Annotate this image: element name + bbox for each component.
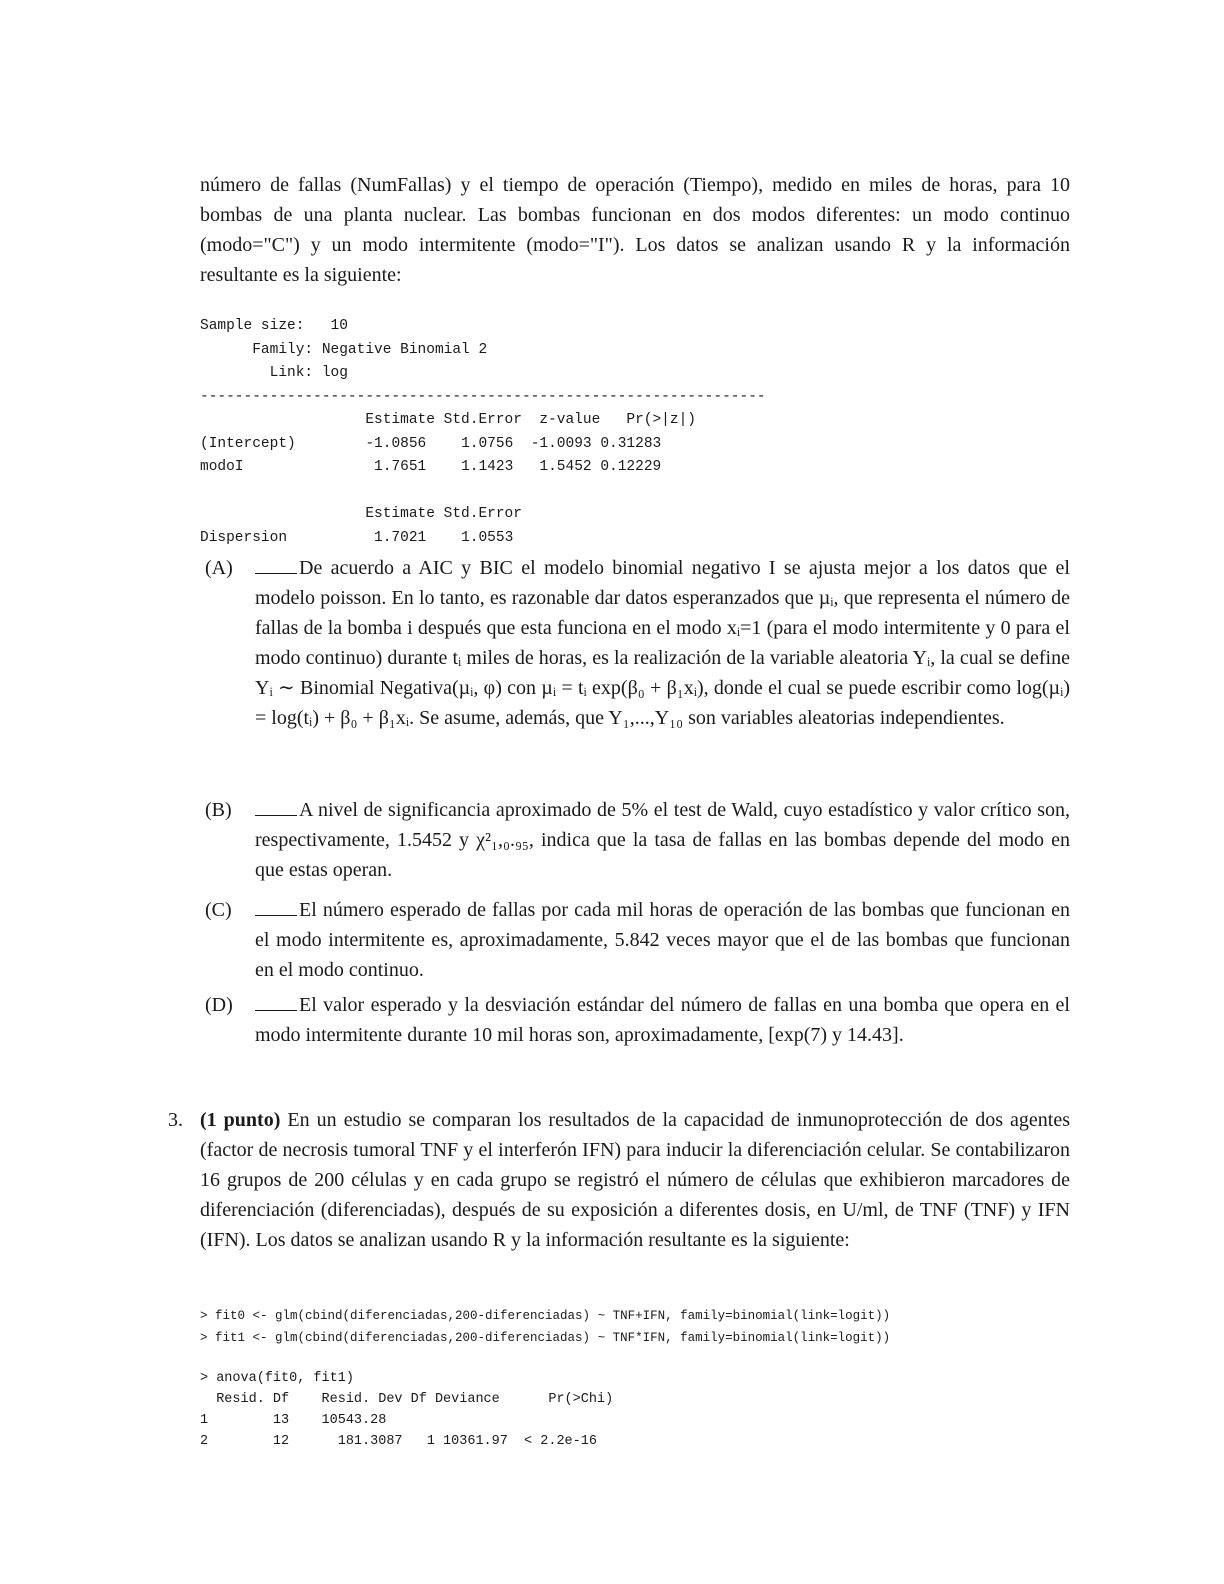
- question-points: (1 punto): [200, 1109, 281, 1131]
- coef-row-estimate: -1.0856: [365, 435, 427, 452]
- coef-row-estimate: 1.7651: [374, 459, 427, 475]
- coef-row-term: (Intercept): [200, 435, 296, 452]
- anova-line: 1 13 10543.28: [200, 1413, 387, 1428]
- option-label: (B): [205, 799, 232, 821]
- anova-line: Resid. Df Resid. Dev Df Deviance Pr(>Chi): [200, 1392, 614, 1407]
- coef-row-p: 0.12229: [600, 459, 662, 475]
- option-d: [205, 990, 1070, 1050]
- coef-header: Estimate Std.Error z-value Pr(>|z|): [365, 412, 696, 428]
- sample-size-label: Sample size:: [200, 318, 305, 334]
- model-output-block: [200, 315, 766, 550]
- coef-row-term: modoI: [200, 459, 244, 475]
- anova-block: [200, 1368, 613, 1452]
- code-line: > fit1 <- glm(cbind(diferenciadas,200-diferenciadas) ~ TNF*IFN, family=binomial(link=logit)): [200, 1331, 891, 1345]
- link-line: Link: log: [269, 365, 348, 381]
- answer-blank[interactable]: [255, 994, 297, 1011]
- question-body: En un estudio se comparan los resultados de la capacidad de inmunoprotección de dos agentes (factor de necrosis tumoral TNF y el interferón IFN) para inducir la diferenciación celular. Se contabilizaron 16 grupos de 200 células y en cada grupo se registró el número de células que exhibieron marcadores de diferenciación (diferenciadas), después de su exposición a diferentes dosis, en U/ml, de TNF (TNF) y IFN (IFN). Los datos se analizan usando R y la información resultante es la siguiente:: [200, 1109, 1070, 1251]
- option-label: (D): [205, 994, 233, 1016]
- coef-row-z: -1.0093: [530, 435, 592, 452]
- output-separator: -----------------------------------------------------------------: [200, 388, 766, 405]
- dispersion-estimate: 1.7021: [374, 529, 427, 546]
- option-text: El valor esperado y la desviación estándar del número de fallas en una bomba que opera en el modo intermitente durante 10 mil horas son, aproximadamente, [exp(7) y 14.43].: [255, 994, 1070, 1046]
- option-text: A nivel de significancia aproximado de 5% el test de Wald, cuyo estadístico y valor crítico son, respectivamente, 1.5452 y χ²₁,₀.₉₅, indica que la tasa de fallas en las bombas depende del modo en que estas operan.: [255, 799, 1070, 881]
- code-line: > fit0 <- glm(cbind(diferenciadas,200-diferenciadas) ~ TNF+IFN, family=binomial(link=logit)): [200, 1309, 891, 1323]
- sample-size-value: 10: [330, 318, 348, 334]
- anova-line: > anova(fit0, fit1): [200, 1371, 354, 1386]
- dispersion-se: 1.0553: [461, 529, 514, 546]
- answer-blank[interactable]: [255, 799, 297, 816]
- intro-paragraph: número de fallas (NumFallas) y el tiempo de operación (Tiempo), medido en miles de horas, para 10 bombas de una planta nuclear. Las bombas funcionan en dos modos diferentes: un modo continuo (modo="C") y un modo intermitente (modo="I"). Los datos se analizan usando R y la información resultante es la siguiente:: [200, 174, 1070, 286]
- option-c: [205, 895, 1070, 985]
- option-label: (A): [205, 557, 233, 579]
- option-a: [205, 553, 1070, 733]
- option-text: De acuerdo a AIC y BIC el modelo binomial negativo I se ajusta mejor a los datos que el modelo poisson. En lo tanto, es razonable dar datos esperanzados que µᵢ, que representa el número de fallas de la bomba i después que esta funciona en el modo xᵢ=1 (para el modo intermitente y 0 para el modo continuo) durante tᵢ miles de horas, es la realización de la variable aleatoria Yᵢ, la cual se define Yᵢ ∼ Binomial Negativa(µᵢ, φ) con µᵢ = tᵢ exp(β₀ + β₁xᵢ), donde el cual se puede escribir como log(µᵢ) = log(tᵢ) + β₀ + β₁xᵢ. Se asume, además, que Y₁,...,Y₁₀ son variables aleatorias independientes.: [255, 557, 1070, 729]
- dispersion-term: Dispersion: [200, 529, 288, 546]
- dispersion-header: Estimate Std.Error: [365, 506, 522, 522]
- option-text: El número esperado de fallas por cada mil horas de operación de las bombas que funcionan en el modo intermitente es, aproximadamente, 5.842 veces mayor que el de las bombas que funcionan en el modo continuo.: [255, 899, 1070, 981]
- coef-row-se: 1.1423: [461, 459, 514, 475]
- question-number: 3.: [168, 1109, 183, 1131]
- coef-row-z: 1.5452: [539, 459, 592, 475]
- option-label: (C): [205, 899, 232, 921]
- option-b: [205, 795, 1070, 885]
- answer-blank[interactable]: [255, 899, 297, 916]
- question-3-text: [200, 1105, 1070, 1255]
- answer-blank[interactable]: [255, 557, 297, 574]
- anova-line: 2 12 181.3087 1 10361.97 < 2.2e-16: [200, 1434, 597, 1449]
- code-block: [200, 1305, 890, 1349]
- coef-row-p: 0.31283: [600, 435, 662, 452]
- coef-row-se: 1.0756: [461, 435, 514, 452]
- family-line: Family: Negative Binomial 2: [252, 341, 488, 358]
